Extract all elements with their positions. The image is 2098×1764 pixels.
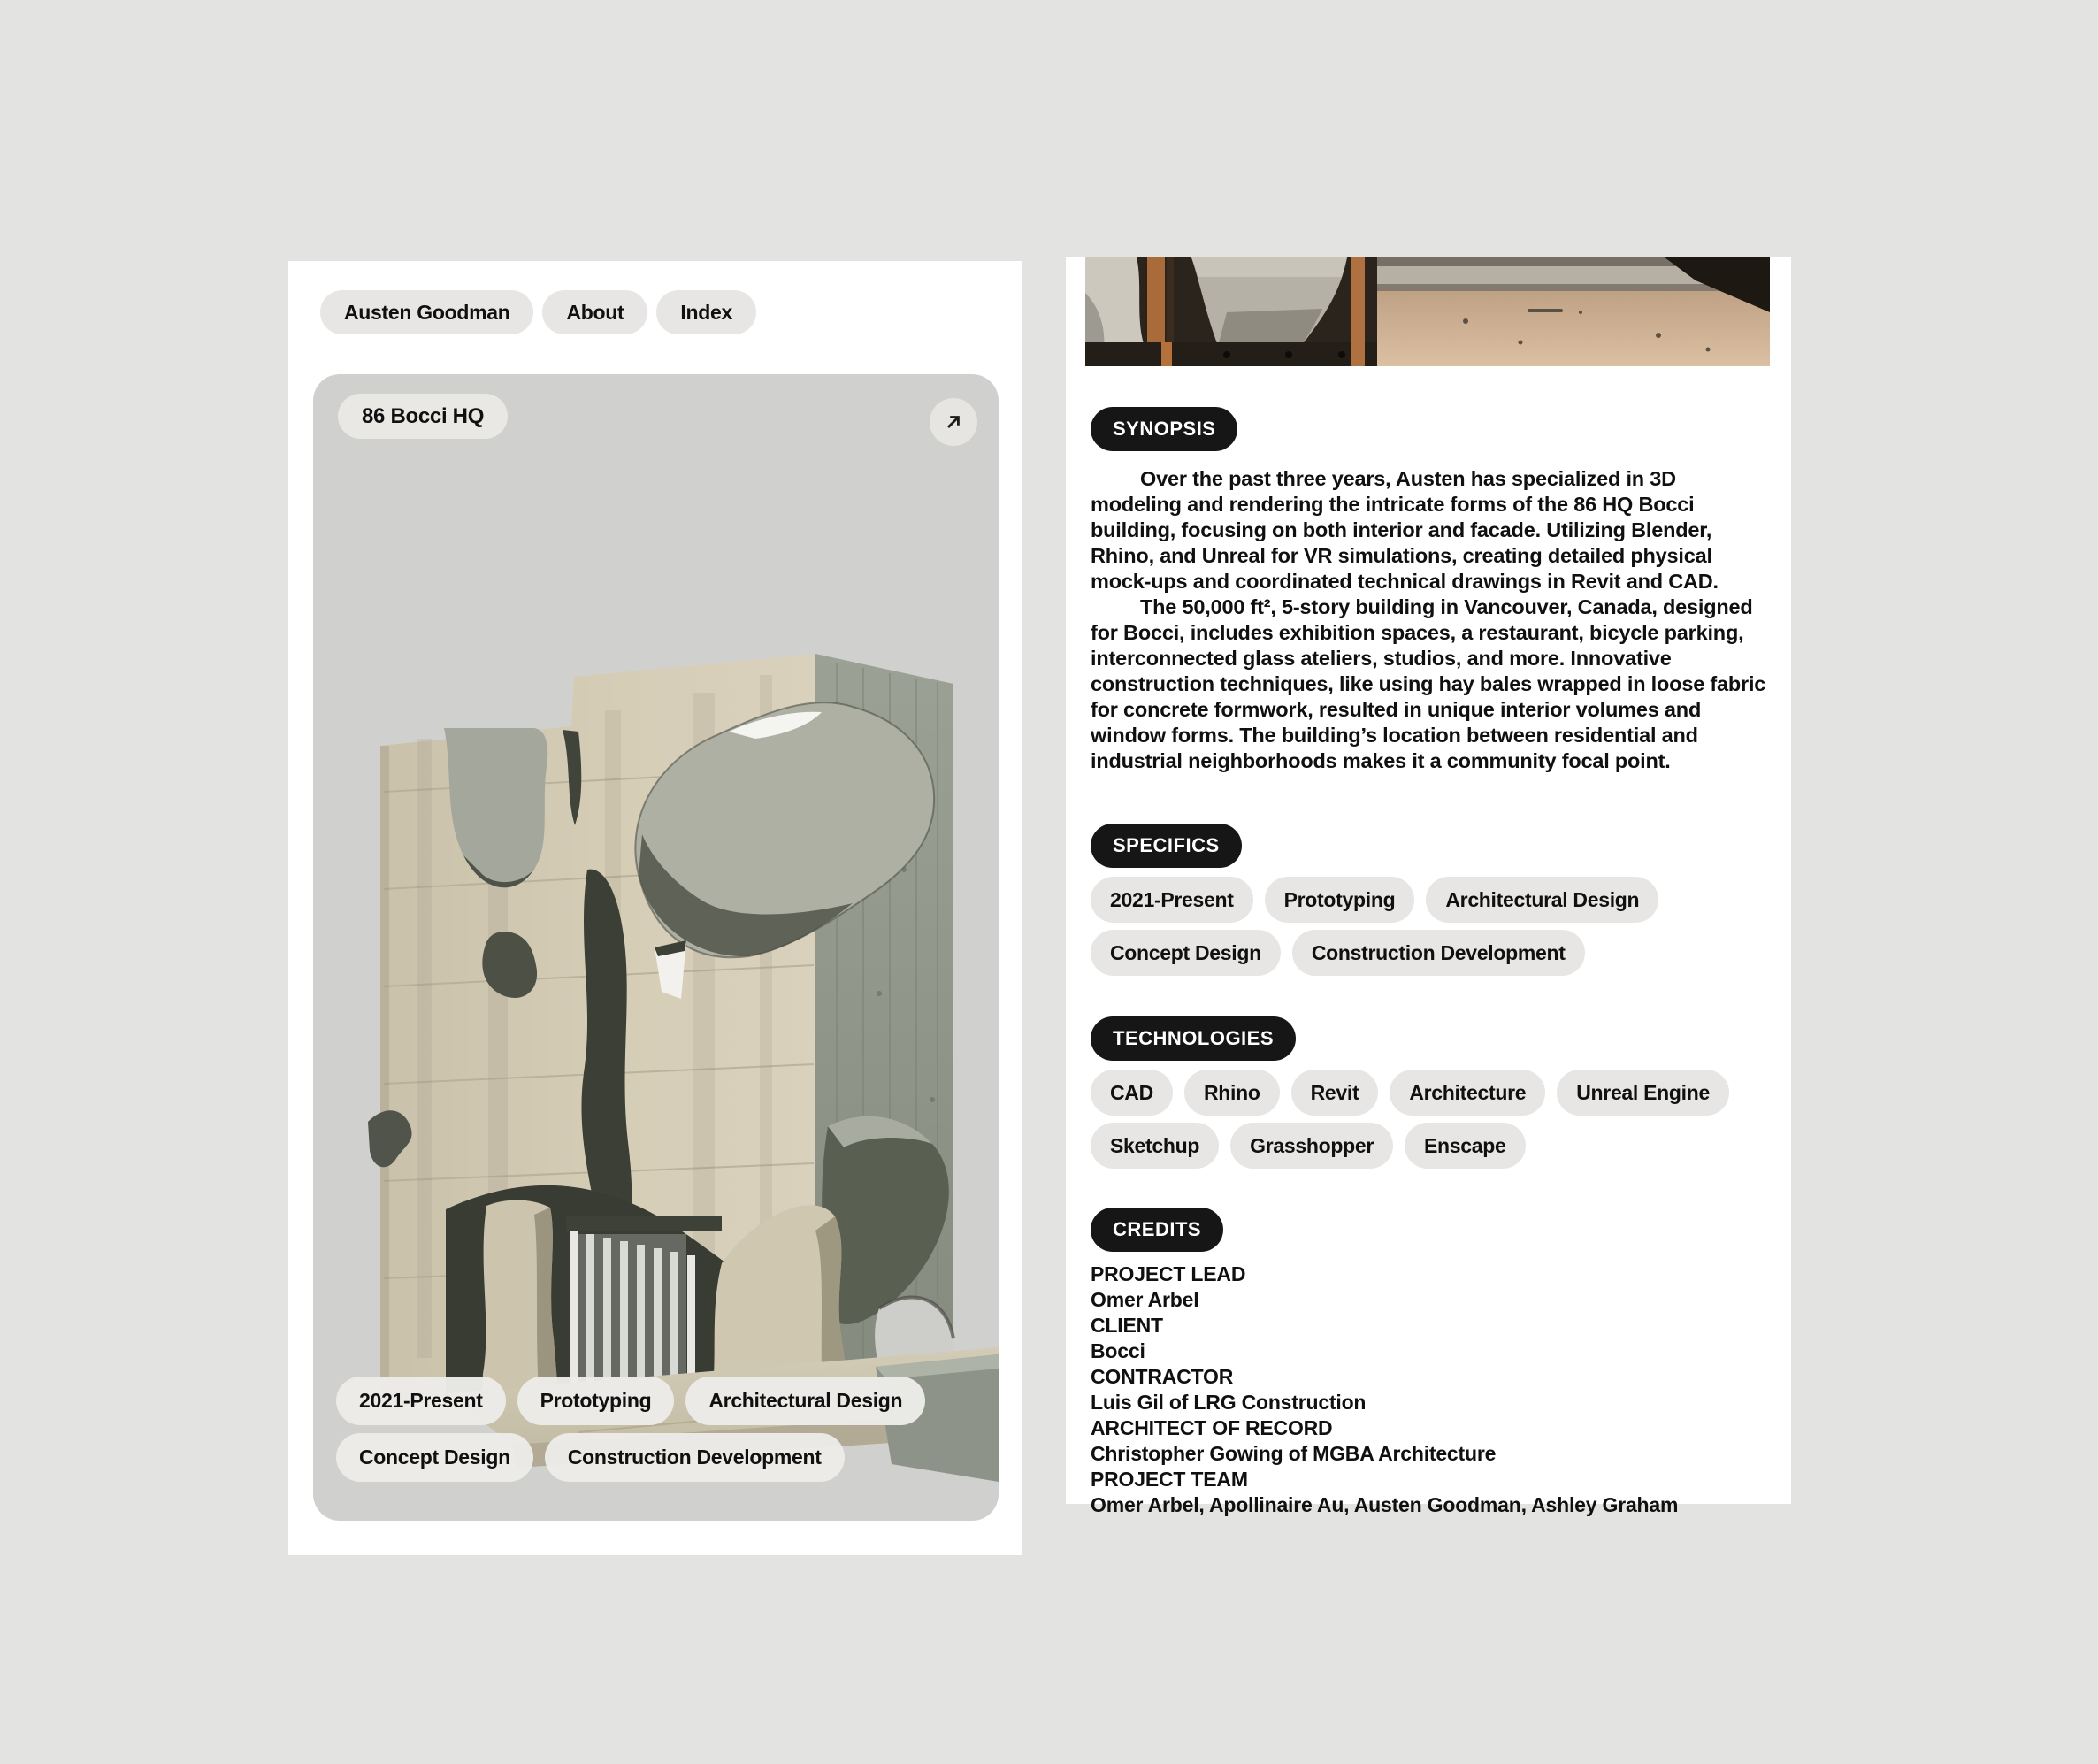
technology-tag: CAD: [1091, 1070, 1173, 1116]
credit-role: CONTRACTOR: [1091, 1365, 1234, 1388]
credit-name: Bocci: [1091, 1339, 1145, 1362]
formwork-photo-image: [1085, 257, 1770, 366]
synopsis-paragraph: Over the past three years, Austen has specialized in 3D modeling and rendering the intricate forms of the 86 HQ Bocci building, focusing on both interior and facade. Utilizing Blender, Rhino, and Unreal for VR simulations, creating detailed physical mock-ups and coordinated technical drawings in Revit and CAD.: [1091, 467, 1719, 593]
project-tag: Concept Design: [336, 1433, 533, 1482]
technology-tag: Sketchup: [1091, 1123, 1219, 1169]
specifics-tag: Construction Development: [1292, 930, 1585, 976]
details-content: [1066, 407, 1791, 1518]
project-header: [313, 374, 999, 446]
technology-tag: Grasshopper: [1230, 1123, 1393, 1169]
nav-item-index[interactable]: Index: [656, 290, 756, 334]
specifics-tag: Concept Design: [1091, 930, 1281, 976]
project-tags: [336, 1377, 976, 1482]
project-tag: Architectural Design: [685, 1377, 925, 1425]
section-heading-credits: CREDITS: [1091, 1208, 1223, 1252]
main-nav: [320, 290, 756, 334]
credit-name: Christopher Gowing of MGBA Architecture: [1091, 1442, 1497, 1465]
synopsis-paragraph: The 50,000 ft², 5-story building in Vancouver, Canada, designed for Bocci, includes exhibition spaces, a restaurant, bicycle parking, interconnected glass ateliers, studios, and more. Innovative construction techniques, like using hay bales wrapped in loose fabric for concrete formwork, resulted in unique interior volumes and window forms. The building’s location between residential and industrial neighborhoods makes it a community focal point.: [1091, 595, 1766, 772]
section-heading-technologies: TECHNOLOGIES: [1091, 1016, 1296, 1061]
technology-tag: Architecture: [1390, 1070, 1545, 1116]
project-preview-panel: [313, 374, 999, 1521]
credit-name: Omer Arbel, Apollinaire Au, Austen Goodman, Ashley Graham: [1091, 1493, 1679, 1516]
specifics-tags: [1091, 877, 1766, 976]
credits-list: [1091, 1262, 1766, 1518]
credit-name: Luis Gil of LRG Construction: [1091, 1391, 1367, 1414]
credit-role: ARCHITECT OF RECORD: [1091, 1416, 1333, 1439]
project-title-chip: 86 Bocci HQ: [338, 394, 508, 439]
arrow-up-right-icon: [942, 410, 965, 433]
formwork-photo: [1085, 257, 1770, 366]
technology-tag: Rhino: [1184, 1070, 1280, 1116]
credit-role: CLIENT: [1091, 1314, 1163, 1337]
specifics-tag: Architectural Design: [1426, 877, 1658, 923]
credit-role: PROJECT LEAD: [1091, 1262, 1246, 1285]
technology-tag: Unreal Engine: [1557, 1070, 1729, 1116]
section-heading-specifics: SPECIFICS: [1091, 824, 1242, 868]
project-card: [288, 261, 1022, 1555]
specifics-tag: 2021-Present: [1091, 877, 1253, 923]
credit-name: Omer Arbel: [1091, 1288, 1199, 1311]
technology-tag: Enscape: [1405, 1123, 1526, 1169]
details-card: [1066, 257, 1791, 1516]
technology-tag: Revit: [1291, 1070, 1379, 1116]
open-project-button[interactable]: [930, 398, 977, 446]
project-tag: Prototyping: [517, 1377, 675, 1425]
specifics-tag: Prototyping: [1265, 877, 1415, 923]
nav-item-about[interactable]: About: [542, 290, 647, 334]
project-tag: Construction Development: [545, 1433, 845, 1482]
credit-role: PROJECT TEAM: [1091, 1468, 1248, 1491]
nav-item-home[interactable]: Austen Goodman: [320, 290, 533, 334]
technologies-tags: [1091, 1070, 1766, 1169]
project-tag: 2021-Present: [336, 1377, 506, 1425]
section-heading-synopsis: SYNOPSIS: [1091, 407, 1237, 451]
building-render-image: [313, 374, 999, 1521]
